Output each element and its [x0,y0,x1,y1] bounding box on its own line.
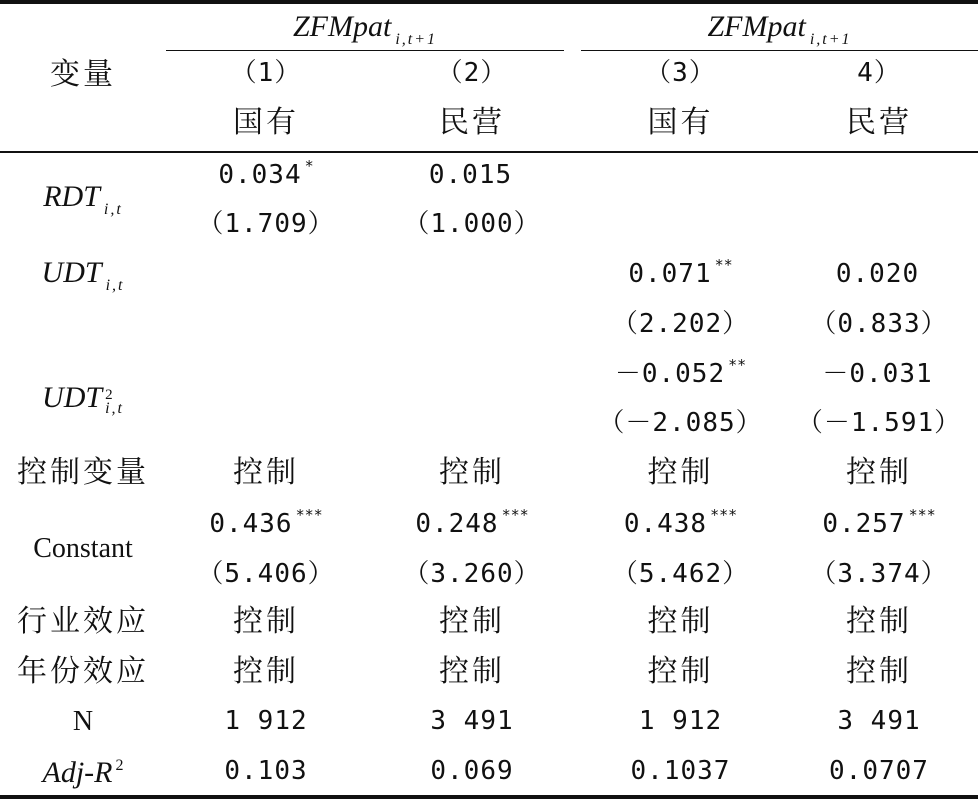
column-number: 4） [857,58,901,88]
controls-cell: 控制 [233,455,299,490]
row-label-year: 年份效应 [17,654,149,689]
coef-constant: 0.436 *** [209,506,323,539]
row-label-constant: Constant [33,533,133,564]
year-effect-cell: 控制 [846,654,912,689]
significance-stars: *** [295,506,323,524]
significance-stars: *** [501,506,529,524]
variable-header: 变量 [50,57,116,92]
coef-constant: 0.257 *** [822,506,936,539]
year-effect-cell: 控制 [439,654,505,689]
column-number: （1） [230,58,302,88]
column-ownership-type: 国有 [647,105,714,140]
industry-effect-cell: 控制 [439,604,505,639]
row-label-controls: 控制变量 [17,455,149,490]
coef-udt-squared: －0.052 ** [614,356,747,389]
n-cell: 1 912 [224,706,308,736]
column-ownership-type: 民营 [439,105,505,140]
tstat-rdt: （1.000） [403,209,541,239]
header-bottom-rule [0,151,978,153]
coef-rdt: 0.034 * [218,157,314,190]
controls-cell: 控制 [647,455,714,490]
tstat-udt: （2.202） [611,309,750,339]
group-rule-right [581,50,978,51]
row-label-industry: 行业效应 [17,604,149,639]
adj-r2-cell: 0.103 [224,756,308,786]
coef-udt: 0.020 [835,259,920,289]
column-ownership-type: 民营 [846,105,912,140]
row-label-rdt: RDT $_{i,t}$ [43,180,123,218]
n-cell: 1 912 [638,706,723,736]
tstat-udt: （0.833） [810,309,948,339]
coef-udt: 0.071 ** [628,256,733,289]
row-label-udt-squared: UDT 2 i,t [42,381,124,417]
n-cell: 3 491 [837,706,921,736]
row-label-udt: UDT $_{i,t}$ [41,256,125,294]
group-header-right: ZFMpat $_{i,t+1}$ [707,10,852,48]
tstat-constant: （5.406） [197,559,335,589]
tstat-udt-squared: （－1.591） [796,408,962,438]
controls-cell: 控制 [846,455,912,490]
coef-udt-squared: －0.031 [822,359,933,389]
coef-rdt: 0.015 [428,160,513,190]
significance-stars: ** [728,356,747,374]
top-rule [0,0,978,4]
column-ownership-type: 国有 [233,105,299,140]
adj-r2-cell: 0.1037 [630,756,731,786]
coef-constant: 0.438 *** [623,506,738,539]
adj-r2-cell: 0.069 [430,756,514,786]
row-label-adj-r2: Adj-R $^2$ [42,756,124,789]
tstat-constant: （3.260） [403,559,541,589]
coef-constant: 0.248 *** [415,506,529,539]
industry-effect-cell: 控制 [647,604,714,639]
tstat-constant: （5.462） [611,559,750,589]
adj-r2-cell: 0.0707 [829,756,929,786]
column-number: （3） [645,58,716,88]
significance-stars: * [304,157,314,175]
controls-cell: 控制 [439,455,505,490]
row-label-n: N [72,706,94,737]
significance-stars: ** [714,256,733,274]
significance-stars: *** [908,506,936,524]
column-number: （2） [436,58,508,88]
tstat-rdt: （1.709） [197,209,335,239]
year-effect-cell: 控制 [647,654,714,689]
significance-stars: *** [710,506,738,524]
group-rule-left [166,50,564,51]
n-cell: 3 491 [430,706,514,736]
bottom-rule [0,795,978,799]
year-effect-cell: 控制 [233,654,299,689]
tstat-udt-squared: （－2.085） [598,408,763,438]
group-header-left: ZFMpat $_{i,t+1}$ [292,10,438,48]
industry-effect-cell: 控制 [233,604,299,639]
tstat-constant: （3.374） [810,559,948,589]
industry-effect-cell: 控制 [846,604,912,639]
